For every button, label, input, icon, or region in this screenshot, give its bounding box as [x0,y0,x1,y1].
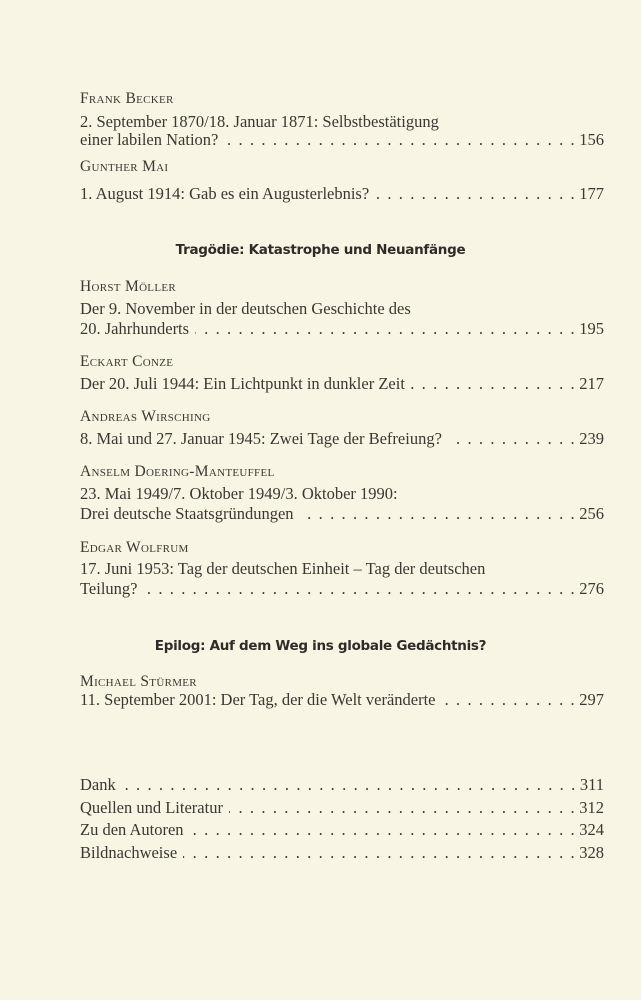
backmatter-title: Quellen und Literatur [80,798,223,817]
toc-entry[interactable] [80,184,604,204]
toc-author: Gunther Mai [80,158,169,175]
page-number: 217 [579,374,604,393]
backmatter-entry[interactable] [80,798,604,818]
toc-author: Anselm Doering-Manteuffel [80,463,275,480]
dot-leader [122,775,577,795]
toc-title-line: Der 20. Juli 1944: Ein Lichtpunkt in dunkler Zeit [80,374,405,393]
toc-title-line: 11. September 2001: Der Tag, der die Welt veränderte [80,690,436,709]
toc-entry[interactable] [80,429,604,449]
dot-leader [442,690,577,710]
dot-leader [375,184,576,204]
backmatter-entry[interactable] [80,843,604,863]
toc-author: Edgar Wolfrum [80,539,189,556]
toc-author: Michael Stürmer [80,673,197,690]
page-number: 312 [579,798,604,817]
page-number: 239 [579,429,604,448]
page-number: 276 [579,579,604,598]
page-number: 324 [579,820,604,839]
toc-entry[interactable] [80,690,604,710]
page-number: 195 [579,319,604,338]
section-heading: Tragödie: Katastrophe und Neuanfänge [175,242,466,258]
toc-title-line: 8. Mai und 27. Januar 1945: Zwei Tage der Befreiung? [80,429,442,448]
dot-leader [229,798,576,818]
page-number: 328 [579,843,604,862]
dot-leader [224,130,576,150]
toc-title-line: 1. August 1914: Gab es ein Augusterlebnis? [80,184,370,203]
toc-title-line: Teilung? [80,579,138,598]
dot-leader [300,504,577,524]
backmatter-title: Zu den Autoren [80,820,184,839]
dot-leader [411,374,576,394]
dot-leader [448,429,576,449]
backmatter-entry[interactable] [80,820,604,840]
toc-title-line: 2. September 1870/18. Januar 1871: Selbstbestätigung [80,112,439,131]
toc-entry[interactable] [80,579,604,599]
page-number: 297 [579,690,604,709]
toc-author: Horst Möller [80,278,177,295]
toc-author: Eckart Conze [80,353,174,370]
toc-entry[interactable] [80,504,604,524]
page-number: 156 [579,130,604,149]
dot-leader [190,820,577,840]
toc-entry[interactable] [80,319,604,339]
toc-entry[interactable] [80,130,604,150]
toc-entry[interactable] [80,374,604,394]
page-number: 177 [579,184,604,203]
toc-author: Andreas Wirsching [80,408,211,425]
toc-title-line: einer labilen Nation? [80,130,219,149]
section-heading: Epilog: Auf dem Weg ins globale Gedächtnis? [154,638,487,654]
backmatter-entry[interactable] [80,775,604,795]
backmatter-title: Bildnachweise [80,843,178,862]
dot-leader [183,843,576,863]
backmatter-title: Dank [80,775,116,794]
dot-leader [144,579,577,599]
toc-title-line: 17. Juni 1953: Tag der deutschen Einheit – Tag der deutschen [80,559,486,578]
toc-title-line: 20. Jahrhunderts [80,319,190,338]
toc-title-line: Drei deutsche Staatsgründungen [80,504,294,523]
toc-title-line: Der 9. November in der deutschen Geschichte des [80,299,411,318]
toc-author: Frank Becker [80,90,174,107]
page-number: 311 [579,775,604,794]
dot-leader [195,319,576,339]
page-number: 256 [579,504,604,523]
toc-title-line: 23. Mai 1949/7. Oktober 1949/3. Oktober 1990: [80,484,398,503]
